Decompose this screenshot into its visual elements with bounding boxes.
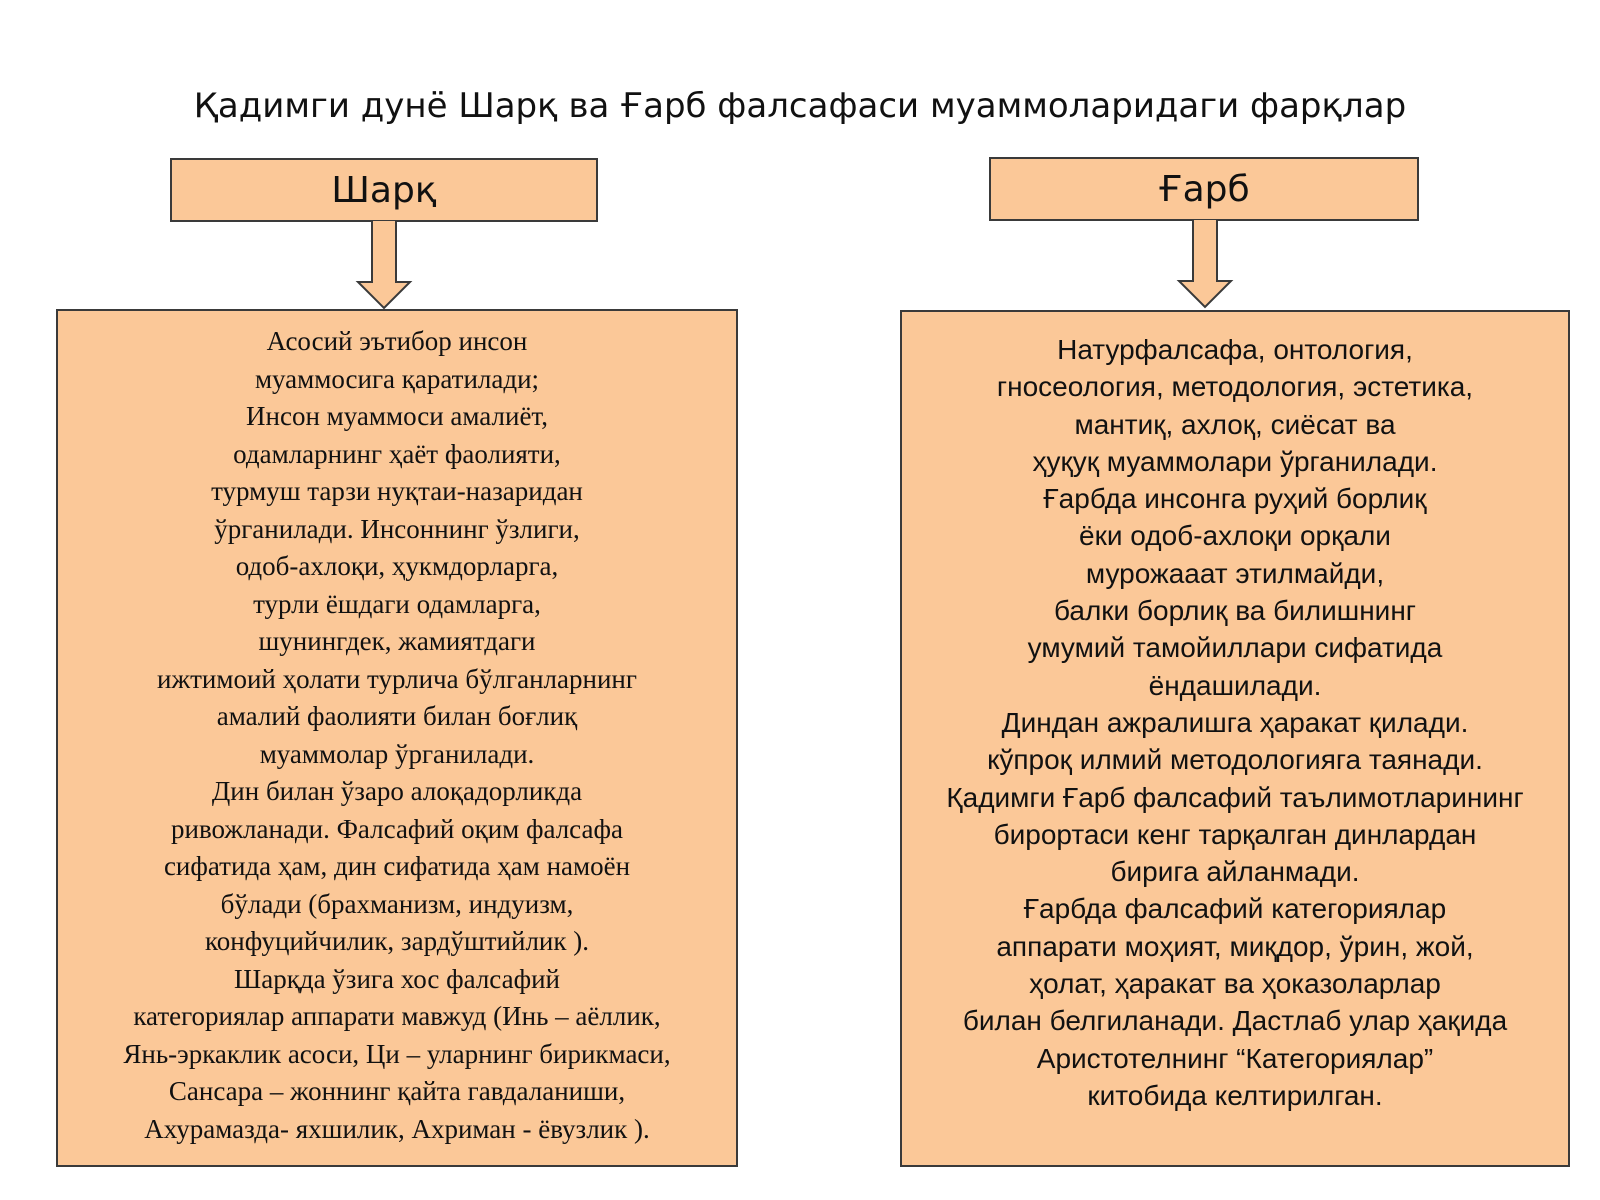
east-text-line: шунингдек, жамиятдаги — [258, 626, 536, 656]
west-text-line: бирортаси кенг тарқалган динлардан — [993, 818, 1477, 850]
east-text-line: ривожланади. Фалсафий оқим фалсафа — [171, 813, 623, 844]
east-content-box — [56, 309, 738, 1167]
east-header-label: Шарқ — [331, 169, 437, 211]
west-text-line: Ғарбда фалсафий категориялар — [1023, 893, 1447, 925]
west-content-box — [900, 310, 1570, 1167]
east-text-line: ижтимоий ҳолати турлича бўлганларнинг — [157, 663, 637, 694]
east-text-line: ўрганилади. Инсоннинг ўзлиги, — [214, 513, 580, 544]
east-text-line: Ахурамазда- яхшилик, Ахриман - ёвузлик ). — [144, 1113, 650, 1144]
east-text-line: турмуш тарзи нуқтаи-назаридан — [211, 476, 583, 506]
east-down-arrow — [354, 220, 414, 310]
east-text-line: бўлади (брахманизм, индуизм, — [220, 888, 574, 919]
east-text-line: Асосий эътибор инсон — [266, 326, 528, 356]
west-text-line: Аристотелнинг “Категориялар” — [1036, 1042, 1434, 1074]
east-text-line: одамларнинг ҳаёт фаолияти, — [233, 438, 561, 469]
east-text-line: одоб-ахлоқи, ҳукмдорларга, — [235, 551, 559, 581]
west-text-line: умумий тамойиллари сифатида — [1027, 632, 1443, 664]
east-text-line: Дин билан ўзаро алоқадорликда — [211, 776, 583, 806]
west-text-line: Ғарбда инсонга руҳий борлиқ — [1043, 483, 1427, 515]
east-text-line: Инсон муаммоси амалиёт, — [246, 401, 548, 431]
east-text-line: Сансара – жоннинг қайта гавдаланиши, — [168, 1076, 626, 1106]
east-text-line: Шарқда ўзига хос фалсафий — [234, 963, 560, 994]
east-header-box — [170, 158, 598, 222]
west-text-line: билан белгиланади. Дастлаб улар ҳақида — [962, 1005, 1508, 1037]
west-text-line: ёндашилади. — [1148, 669, 1322, 701]
west-text-line: Диндан ажралишга ҳаракат қилади. — [1001, 706, 1469, 738]
east-text-line: муаммосига қаратилади; — [254, 363, 540, 394]
west-text-line: гносеология, методология, эстетика, — [996, 371, 1474, 403]
east-text-line: конфуцийчилик, зардўштийлик ). — [205, 926, 589, 956]
west-text-line: ҳолат, ҳаракат ва ҳоказоларлар — [1029, 968, 1441, 1000]
east-text-line: Янь-эркаклик асоси, Ци – уларнинг бирикмаси, — [123, 1038, 671, 1069]
west-header-label: Ғарб — [1158, 168, 1250, 210]
west-text-line: Қадимги Ғарб фалсафий таълимотларининг — [946, 781, 1524, 813]
west-text-line: мантиқ, ахлоқ, сиёсат ва — [1074, 408, 1396, 440]
east-text-line: турли ёшдаги одамларга, — [253, 588, 541, 619]
east-text-line: сифатида ҳам, дин сифатида ҳам намоён — [163, 851, 631, 881]
east-text-line: муаммолар ўрганилади. — [259, 738, 535, 769]
west-text-line: мурожааат этилмайди, — [1085, 557, 1385, 589]
west-header-box — [989, 157, 1419, 221]
west-text-line: Натурфалсафа, онтология, — [1057, 334, 1413, 365]
west-text-line: аппарати моҳият, миқдор, ўрин, жой, — [996, 930, 1474, 962]
east-text-line: категориялар аппарати мавжуд (Инь – аёллик, — [133, 1001, 661, 1031]
west-text-line: ҳуқуқ муаммолари ўрганилади. — [1032, 445, 1438, 477]
west-text-line: ёки одоб-ахлоқи орқали — [1079, 520, 1391, 552]
diagram-title: Қадимги дунё Шарқ ва Ғарб фалсафаси муаммоларидаги фарқлар — [193, 86, 1407, 126]
east-text-line: амалий фаолияти билан боғлиқ — [216, 701, 578, 731]
west-text-line: бирига айланмади. — [1110, 856, 1360, 888]
west-text-line: кўпроқ илмий методологияга таянади. — [987, 744, 1483, 776]
west-text-line: балки борлиқ ва билишнинг — [1053, 595, 1417, 627]
west-text-line: китобида келтирилган. — [1087, 1079, 1383, 1111]
west-down-arrow — [1175, 219, 1235, 309]
